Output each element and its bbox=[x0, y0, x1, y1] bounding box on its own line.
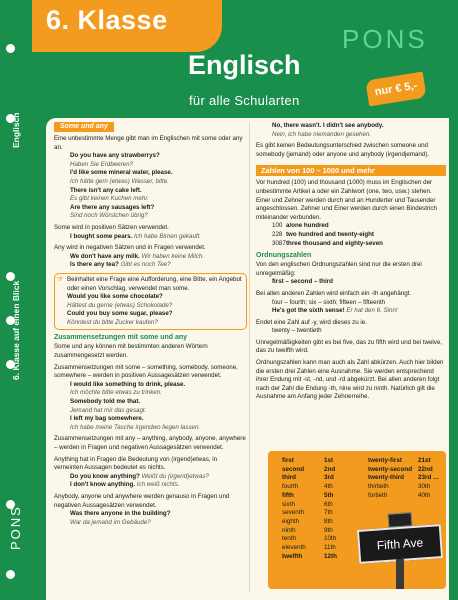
number-row bbox=[256, 231, 446, 240]
info-icon: ☞ bbox=[57, 275, 64, 283]
ordinal-word: fortieth bbox=[368, 491, 388, 499]
ordinal-abbr: 1st bbox=[324, 457, 334, 464]
example-en: I bought some pears. bbox=[70, 232, 133, 240]
ordinal-abbr: 8th bbox=[324, 517, 333, 525]
ordinal-word: second bbox=[282, 465, 305, 473]
ordinal-abbr: 2nd bbox=[324, 465, 336, 473]
anybody-example-en: Was there anyone in the building? bbox=[70, 510, 171, 518]
ordinal-word: twenty-first bbox=[368, 457, 402, 464]
binder-hole bbox=[6, 570, 15, 579]
ordinal-abbr: 40th bbox=[418, 491, 431, 499]
hint-text: Beinhaltet eine Frage eine Aufforderung, eine Bitte, ein Angebot oder einen Vorschlag, verwendet man some. bbox=[67, 275, 242, 292]
example-en: He's got the sixth sense! bbox=[272, 307, 345, 315]
ordinal-word: fourth bbox=[282, 483, 299, 491]
section-tag-numbers: Zahlen von 100 – 1000 und mehr bbox=[256, 165, 446, 176]
example-de: Gibt es noch Tee? bbox=[120, 261, 171, 269]
ordinals-abbreviation: Ordnungszahlen kann man auch als Zahl abkürzen. Auch hier bilden die ersten drei Zahlen eine Ausnahme. Sie werden entsprechend ihrer Endung mit -st, -nd, und -rd abgekürzt. Bei allen anderen folgt nach der Zahl die Endung -th, nine wird zu ninth. Natürlich gilt die Ausnahme am Anfang jeder Zehnerreihe. bbox=[256, 359, 444, 401]
anything-rule: Anything hat in Fragen die Bedeutung von (irgend)etwas, in verneinten Aussagen bedeutet es nichts. bbox=[54, 455, 218, 472]
some-rule: Some wird in positiven Sätzen verwendet. bbox=[54, 223, 169, 231]
number-words: a/one hundred bbox=[286, 222, 329, 230]
ordinals-table bbox=[268, 451, 446, 589]
ordinal-word: ninth bbox=[282, 526, 296, 534]
ordinal-word: eighth bbox=[282, 517, 300, 525]
ordinal-abbr: 21st bbox=[418, 457, 431, 464]
some-example bbox=[54, 233, 247, 242]
ordinal-abbr: 10th bbox=[324, 535, 337, 543]
example-de: Er hat den 6. Sinn! bbox=[346, 307, 398, 315]
ordinal-abbr: 9th bbox=[324, 526, 333, 534]
example-de: Wir haben keine Milch. bbox=[141, 252, 205, 260]
ordinal-word: twelfth bbox=[282, 552, 303, 560]
example-de: Nein, ich habe niemanden gesehen. bbox=[272, 130, 372, 138]
left-column bbox=[54, 122, 247, 527]
pons-logo: PONS bbox=[342, 24, 428, 54]
example-list bbox=[54, 152, 247, 221]
ordinals-intro: Von den englischen Ordnungszahlen sind nur die ersten drei unregelmäßig: bbox=[256, 261, 422, 277]
ordinal-abbr: 7th bbox=[324, 509, 333, 517]
example-de: Sind noch Würstchen übrig? bbox=[70, 212, 148, 220]
hint-example-en: Could you buy some sugar, please? bbox=[67, 310, 173, 318]
right-column bbox=[256, 122, 446, 402]
ordinal-abbr: 11th bbox=[324, 544, 336, 552]
example-en: I would like something to drink, please. bbox=[70, 380, 186, 388]
ordinal-word: twenty-second bbox=[368, 465, 413, 473]
number-value: 3087 bbox=[272, 239, 286, 247]
example-de: Jemand hat mir das gesagt. bbox=[70, 406, 147, 414]
ordinal-word: twenty-third bbox=[368, 474, 405, 482]
example-de: Es gibt keinen Kuchen mehr. bbox=[70, 195, 149, 203]
hint-example-de: Hättest du gerne (etwas) Schokolade? bbox=[67, 301, 173, 309]
example-de: Ich habe Birnen gekauft. bbox=[133, 232, 202, 240]
example-de: Ich weiß nichts. bbox=[136, 481, 180, 489]
ordinal-abbr-col bbox=[324, 457, 350, 561]
hint-example-de: Könntest du bitte Zucker kaufen? bbox=[67, 318, 158, 326]
example-en: Somebody told me that. bbox=[70, 398, 141, 406]
ordinals-y-example: twenty – twentieth bbox=[272, 327, 322, 335]
side-label-subject: Englisch bbox=[11, 112, 21, 148]
number-words: two hundred and twenty-eight bbox=[286, 230, 374, 238]
example-en: I left my bag somewhere. bbox=[70, 415, 144, 423]
example-de: Ich hätte gern (etwas) Wasser, bitte. bbox=[70, 177, 169, 185]
ordinals-irregular: first – second – third bbox=[272, 278, 333, 286]
street-sign: Fifth Ave bbox=[357, 524, 443, 564]
section-heading-compounds: Zusammensetzungen mit some und any bbox=[54, 334, 188, 342]
compounds-some: Zusammensetzungen mit some – something, somebody, someone, somewhere – werden in positiven Aussagesätzen verwendet. bbox=[54, 363, 238, 380]
hint-example-en: Would you like some chocolate? bbox=[67, 293, 163, 301]
street-sign-pole bbox=[396, 559, 404, 589]
intro-text: Eine unbestimmte Menge gibt man im Englischen mit some oder any an. bbox=[54, 135, 243, 151]
number-row bbox=[256, 222, 446, 231]
any-rule: Any wird in negativen Sätzen und in Fragen verwendet. bbox=[54, 244, 206, 252]
anything-example bbox=[54, 473, 247, 482]
number-words: three thousand and eighty-seven bbox=[286, 239, 383, 247]
number-row bbox=[256, 240, 446, 249]
content-panel bbox=[46, 118, 449, 600]
someone-note: Es gibt keinen Bedeutungsunterschied zwischen someone und somebody (jemand) oder anyone und anybody (irgendjemand). bbox=[256, 142, 430, 158]
compounds-intro: Some und any können mit bestimmten anderen Wörtern zusammengesetzt werden. bbox=[54, 343, 208, 360]
ordinal-abbr: 22nd bbox=[418, 465, 433, 473]
ordinal-abbr: 12th bbox=[324, 552, 337, 560]
hint-box bbox=[54, 273, 247, 331]
section-tag-some-any: Some und any bbox=[54, 122, 114, 132]
binder-hole bbox=[6, 272, 15, 281]
ordinal-word: thirtieth bbox=[368, 483, 389, 491]
ordinal-word: third bbox=[282, 474, 296, 482]
ordinal-abbr: 6th bbox=[324, 500, 333, 508]
ordinal-abbr: 4th bbox=[324, 483, 333, 491]
ordinal-word: eleventh bbox=[282, 544, 306, 552]
any-example bbox=[54, 261, 247, 270]
subject-title: Englisch bbox=[188, 50, 301, 80]
example-de: Ich habe meine Tasche irgendwo liegen lassen. bbox=[70, 423, 201, 431]
example-en: Is there any tea? bbox=[70, 261, 119, 269]
ordinal-abbr-col bbox=[418, 457, 444, 501]
ordinal-word: tenth bbox=[282, 535, 297, 543]
example-list bbox=[54, 381, 247, 433]
section-heading-ordinals: Ordnungszahlen bbox=[256, 252, 312, 260]
anybody-rule: Anybody, anyone und anywhere werden genauso in Fragen und negativen Aussagesätzen verwendet. bbox=[54, 492, 230, 509]
number-value: 100 bbox=[272, 222, 283, 230]
binder-hole bbox=[6, 44, 15, 53]
column-divider bbox=[249, 122, 250, 592]
example-en: Do you have any strawberrys? bbox=[70, 152, 160, 160]
ordinal-word: sixth bbox=[282, 500, 295, 508]
anybody-example-de: War da jemand im Gebäude? bbox=[70, 518, 151, 526]
side-label-grade: 6. Klasse auf einen Blick bbox=[11, 280, 21, 380]
example-en: Are there any sausages left? bbox=[70, 203, 155, 211]
example-de: Ich möchte bitte etwas zu trinken. bbox=[70, 389, 162, 397]
ordinal-words-col bbox=[282, 457, 322, 561]
example-en: Do you know anything? bbox=[70, 472, 140, 480]
ordinal-abbr: 3rd bbox=[324, 474, 334, 482]
example-en: I don't know anything. bbox=[70, 481, 136, 489]
ordinal-word: fifth bbox=[282, 491, 294, 499]
audience-subtitle: für alle Schularten bbox=[189, 93, 300, 108]
example-en: No, there wasn't. I didn't see anybody. bbox=[272, 122, 384, 129]
number-examples bbox=[256, 222, 446, 248]
example-en: I'd like some mineral water, please. bbox=[70, 169, 173, 177]
price-badge: nur € 5,- bbox=[365, 72, 426, 107]
ordinal-abbr: 30th bbox=[418, 483, 431, 491]
ordinals-th-example: four – fourth; six – sixth; fifteen – fifteenth bbox=[272, 298, 386, 306]
example-en: We don't have any milk. bbox=[70, 252, 140, 260]
ordinal-abbr: 5th bbox=[324, 491, 334, 499]
example-en: There isn't any cake left. bbox=[70, 186, 142, 194]
ordinal-words-col bbox=[368, 457, 418, 501]
anything-example bbox=[54, 481, 247, 490]
ordinals-th-example2 bbox=[256, 307, 446, 316]
numbers-text: Vor hundred (100) und thousand (1000) muss im Englischen der unbestimmte Artikel a oder ein Zahlwort (one, two, usw.) stehen. Einer und Zehner werden durch and an Hunderter und Tausender angeschlossen. Zehner und Einer werden durch einen Bindestrich miteinander verbunden. bbox=[256, 179, 437, 221]
ordinals-y-rule: Endet eine Zahl auf -y, wird dieses zu ie. bbox=[256, 318, 367, 326]
ordinal-word: first bbox=[282, 457, 294, 464]
any-example bbox=[54, 253, 247, 262]
ordinal-word: seventh bbox=[282, 509, 305, 517]
ordinals-irregular2: Unregelmäßigkeiten gibt es bei five, das zu fifth wird und bei twelve, das zu twelfth wird. bbox=[256, 338, 443, 355]
ordinals-th-rule: Bei allen anderen Zahlen wird einfach ein -th angehängt. bbox=[256, 289, 412, 297]
ordinal-abbr: 23rd … bbox=[418, 474, 440, 482]
compounds-any: Zusammensetzungen mit any – anything, anybody, anyone, anywhere – werden in Fragen und negativen Aussagesätzen verwendet. bbox=[54, 435, 246, 451]
number-value: 228 bbox=[272, 230, 283, 238]
example-de: Haben Sie Erdbeeren? bbox=[70, 160, 133, 168]
page-title: 6. Klasse bbox=[46, 5, 168, 35]
side-label-brand: PONS bbox=[8, 505, 23, 550]
example-de: Weißt du (irgend)etwas? bbox=[141, 472, 209, 480]
